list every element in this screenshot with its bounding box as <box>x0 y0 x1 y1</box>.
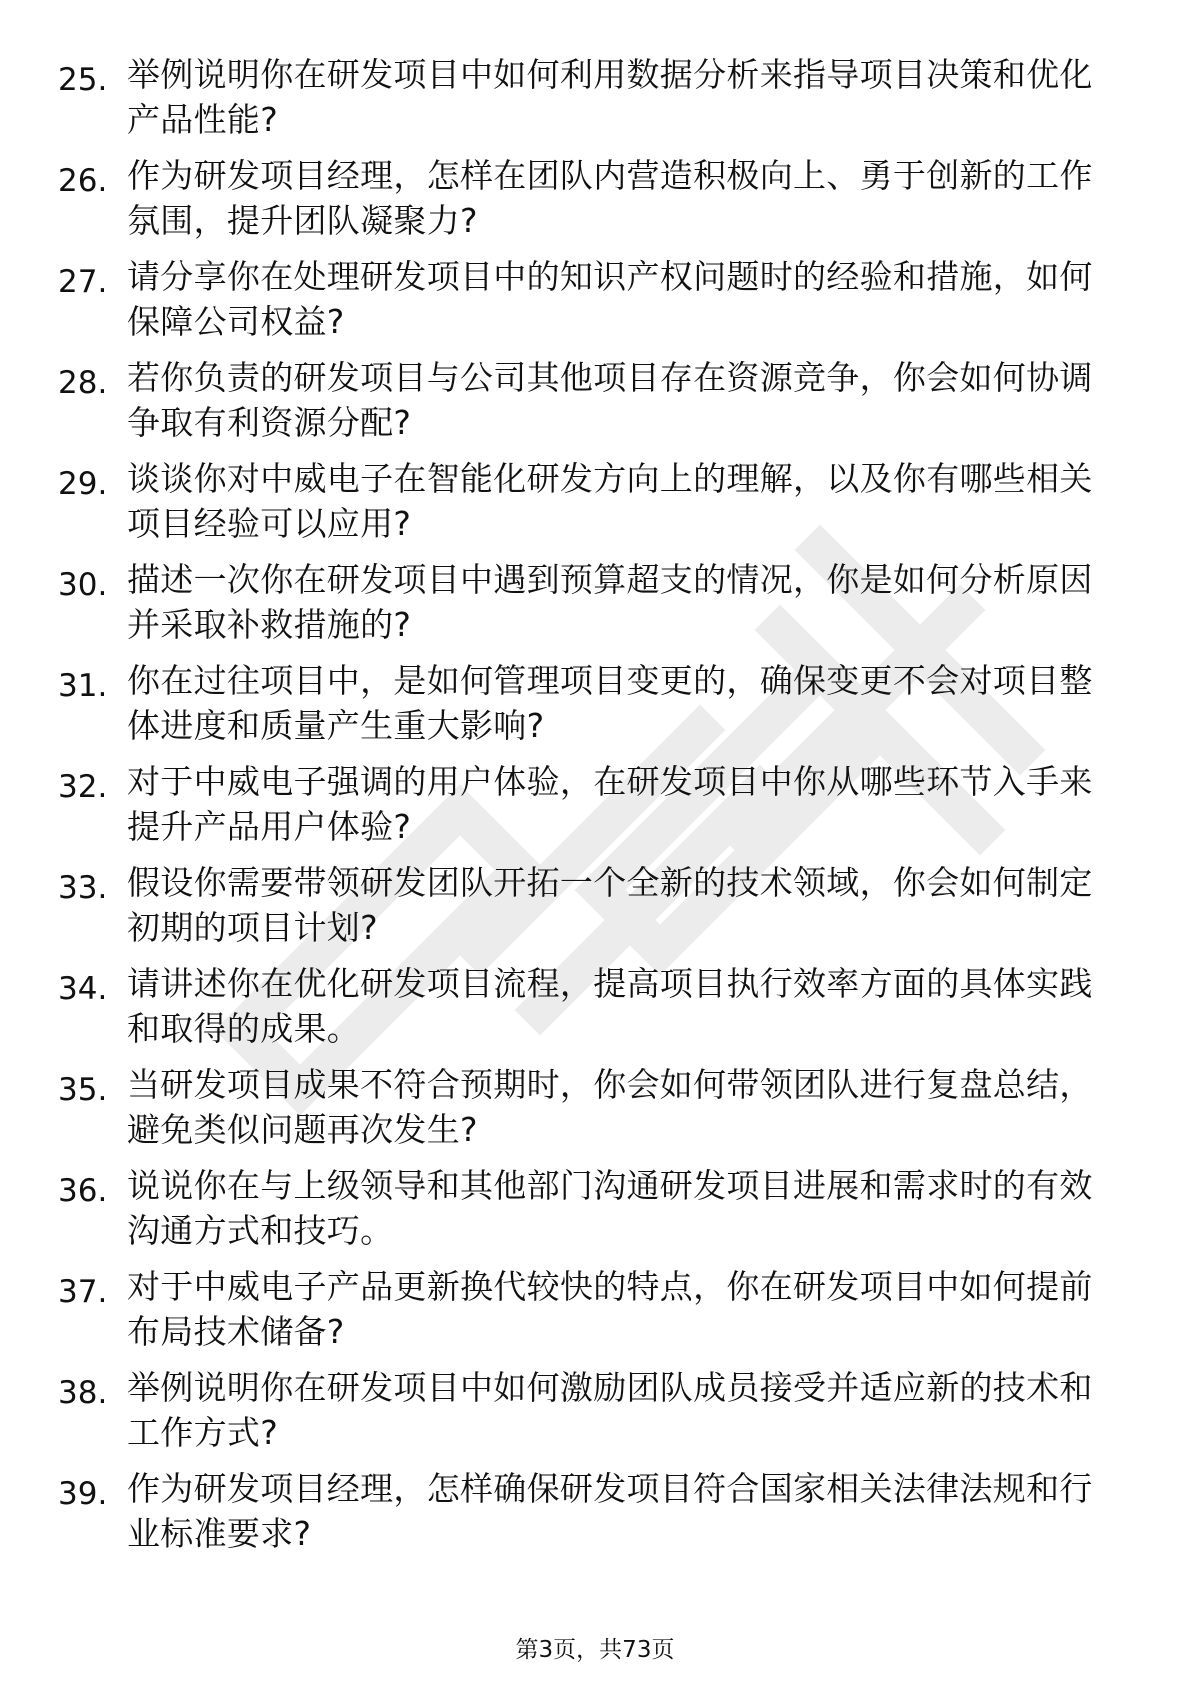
question-item <box>0 355 1190 456</box>
question-item <box>0 456 1190 557</box>
question-number: 25. <box>58 62 108 98</box>
question-item <box>0 153 1190 254</box>
question-item <box>0 658 1190 759</box>
question-item <box>0 961 1190 1062</box>
page-footer: 第3页，共73页 <box>515 1637 675 1663</box>
question-text: 对于中威电子产品更新换代较快的特点，你在研发项目中如何提前布局技术储备? <box>127 1267 1093 1351</box>
question-text: 说说你在与上级领导和其他部门沟通研发项目进展和需求时的有效沟通方式和技巧。 <box>127 1166 1093 1250</box>
question-list <box>0 52 1190 1567</box>
question-text: 请讲述你在优化研发项目流程，提高项目执行效率方面的具体实践和取得的成果。 <box>127 964 1093 1048</box>
question-number: 36. <box>58 1173 108 1209</box>
question-number: 33. <box>58 870 108 906</box>
question-text: 你在过往项目中，是如何管理项目变更的，确保变更不会对项目整体进度和质量产生重大影响? <box>127 661 1093 745</box>
question-text: 若你负责的研发项目与公司其他项目存在资源竞争，你会如何协调争取有利资源分配? <box>127 358 1093 442</box>
question-number: 32. <box>58 769 108 805</box>
question-text: 举例说明你在研发项目中如何利用数据分析来指导项目决策和优化产品性能? <box>127 55 1093 139</box>
question-number: 30. <box>58 567 108 603</box>
question-number: 34. <box>58 971 108 1007</box>
question-item <box>0 860 1190 961</box>
question-item <box>0 759 1190 860</box>
question-number: 29. <box>58 466 108 502</box>
question-text: 当研发项目成果不符合预期时，你会如何带领团队进行复盘总结，避免类似问题再次发生? <box>127 1065 1093 1149</box>
question-item <box>0 557 1190 658</box>
question-text: 作为研发项目经理，怎样确保研发项目符合国家相关法律法规和行业标准要求? <box>127 1469 1093 1553</box>
question-item <box>0 1163 1190 1264</box>
question-item <box>0 1264 1190 1365</box>
question-number: 27. <box>58 264 108 300</box>
question-number: 38. <box>58 1375 108 1411</box>
question-item <box>0 1365 1190 1466</box>
question-number: 35. <box>58 1072 108 1108</box>
question-text: 描述一次你在研发项目中遇到预算超支的情况，你是如何分析原因并采取补救措施的? <box>127 560 1093 644</box>
question-number: 28. <box>58 365 108 401</box>
question-number: 37. <box>58 1274 108 1310</box>
question-text: 请分享你在处理研发项目中的知识产权问题时的经验和措施，如何保障公司权益? <box>127 257 1093 341</box>
question-text: 举例说明你在研发项目中如何激励团队成员接受并适应新的技术和工作方式? <box>127 1368 1093 1452</box>
question-text: 谈谈你对中威电子在智能化研发方向上的理解，以及你有哪些相关项目经验可以应用? <box>127 459 1093 543</box>
question-item <box>0 254 1190 355</box>
question-number: 26. <box>58 163 108 199</box>
question-text: 作为研发项目经理，怎样在团队内营造积极向上、勇于创新的工作氛围，提升团队凝聚力? <box>127 156 1093 240</box>
question-text: 假设你需要带领研发团队开拓一个全新的技术领域，你会如何制定初期的项目计划? <box>127 863 1093 947</box>
question-item <box>0 1062 1190 1163</box>
question-number: 39. <box>58 1476 108 1512</box>
question-number: 31. <box>58 668 108 704</box>
question-item <box>0 1466 1190 1567</box>
question-item <box>0 52 1190 153</box>
question-text: 对于中威电子强调的用户体验，在研发项目中你从哪些环节入手来提升产品用户体验? <box>127 762 1093 846</box>
